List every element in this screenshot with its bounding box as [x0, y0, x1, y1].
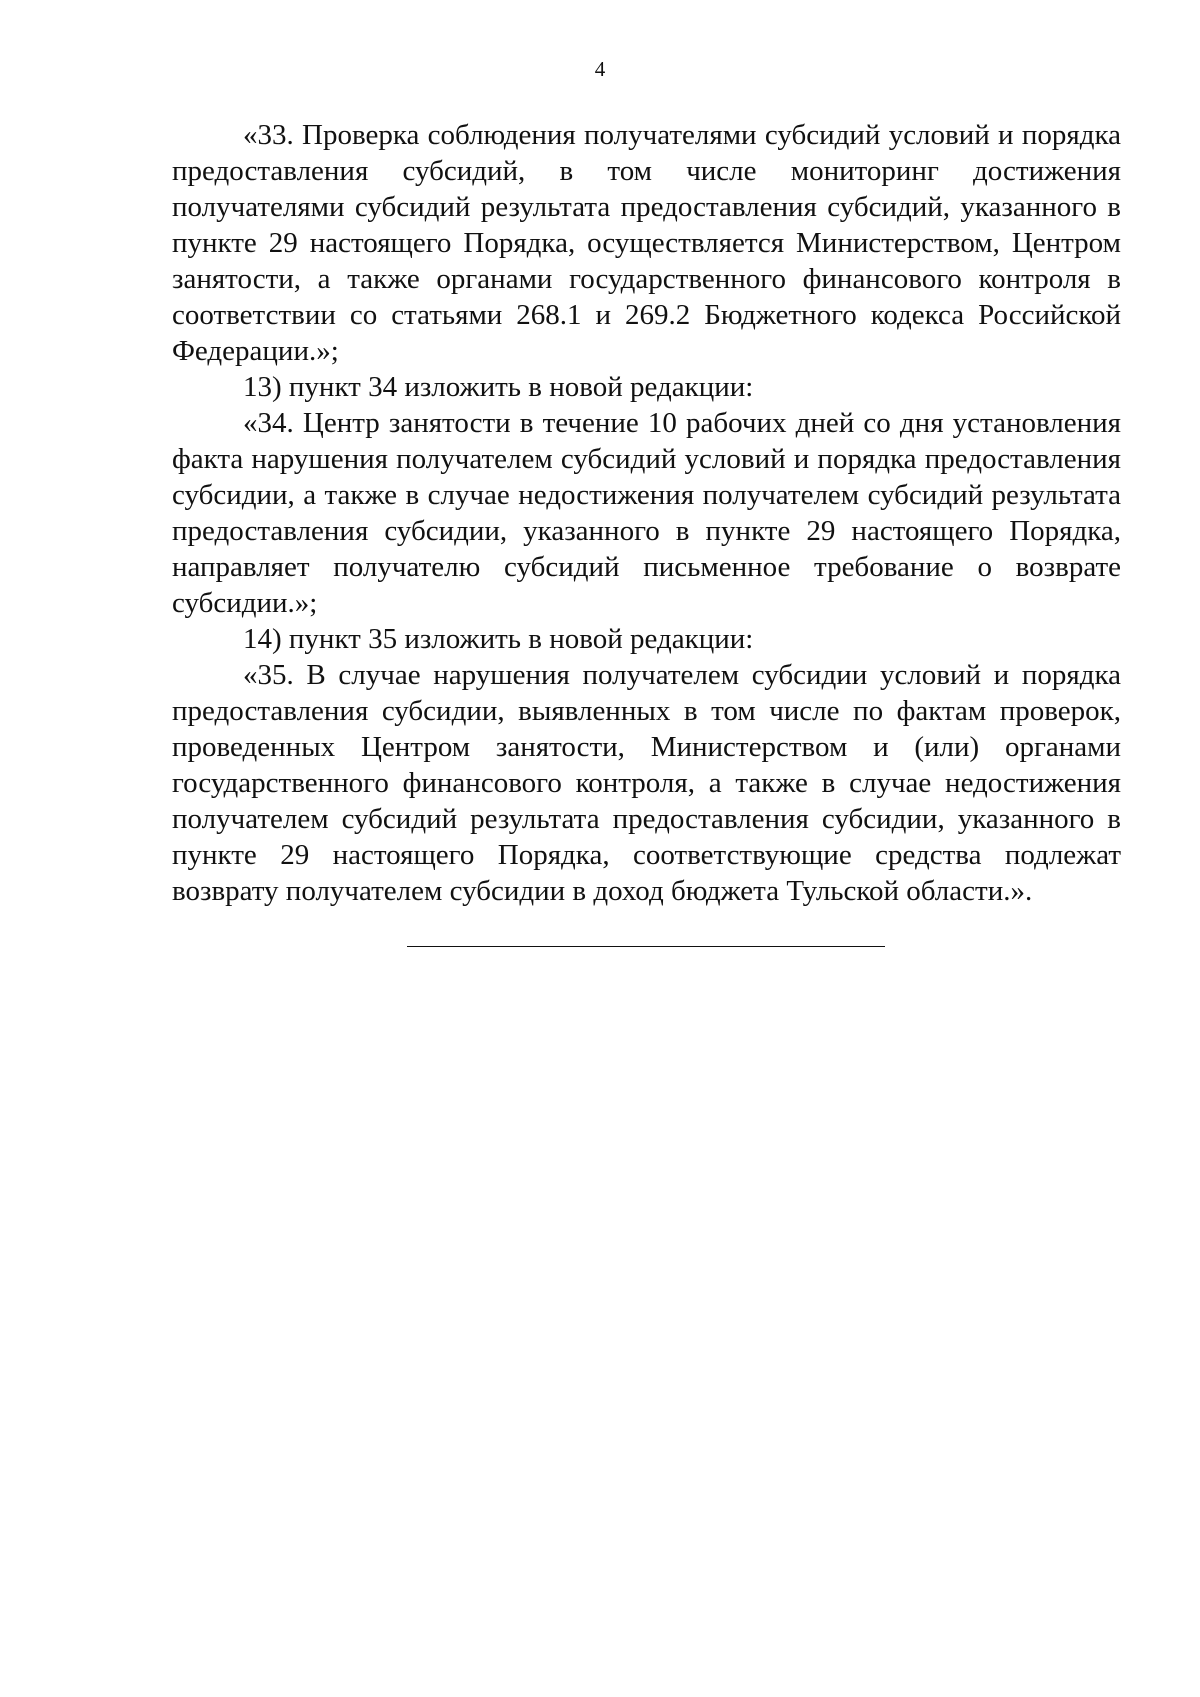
document-body — [172, 117, 1121, 909]
paragraph-amendment-14: 14) пункт 35 изложить в новой редакции: — [243, 623, 754, 655]
paragraph-item-34: «34. Центр занятости в течение 10 рабочих дней со дня установления факта нарушения получателем субсидий условий и порядка предоставления субсидии, а также в случае недостижения получателем субсидий результата предоставления субсидии, указанного в пункте 29 настоящего Порядка, направляет получателю субсидий письменное требование о возврате субсидии.»; — [172, 407, 1121, 619]
end-of-text-separator — [407, 946, 885, 947]
paragraph-item-33: «33. Проверка соблюдения получателями субсидий условий и порядка предоставления субсидий, в том числе мониторинг достижения получателями субсидий результата предоставления субсидий, указанного в пункте 29 настоящего Порядка, осуществляется Министерством, Центром занятости, а также органами государственного финансового контроля в соответствии со статьями 268.1 и 269.2 Бюджетного кодекса Российской Федерации.»; — [172, 119, 1121, 367]
paragraph-item-35: «35. В случае нарушения получателем субсидии условий и порядка предоставления субсидии, выявленных в том числе по фактам проверок, проведенных Центром занятости, Министерством и (или) органами государственного финансового контроля, а также в случае недостижения получателем субсидий результата предоставления субсидии, указанного в пункте 29 настоящего Порядка, соответствующие средства подлежат возврату получателем субсидии в доход бюджета Тульской области.». — [172, 659, 1121, 907]
page-number: 4 — [594, 57, 606, 81]
paragraph-amendment-13: 13) пункт 34 изложить в новой редакции: — [243, 371, 754, 403]
